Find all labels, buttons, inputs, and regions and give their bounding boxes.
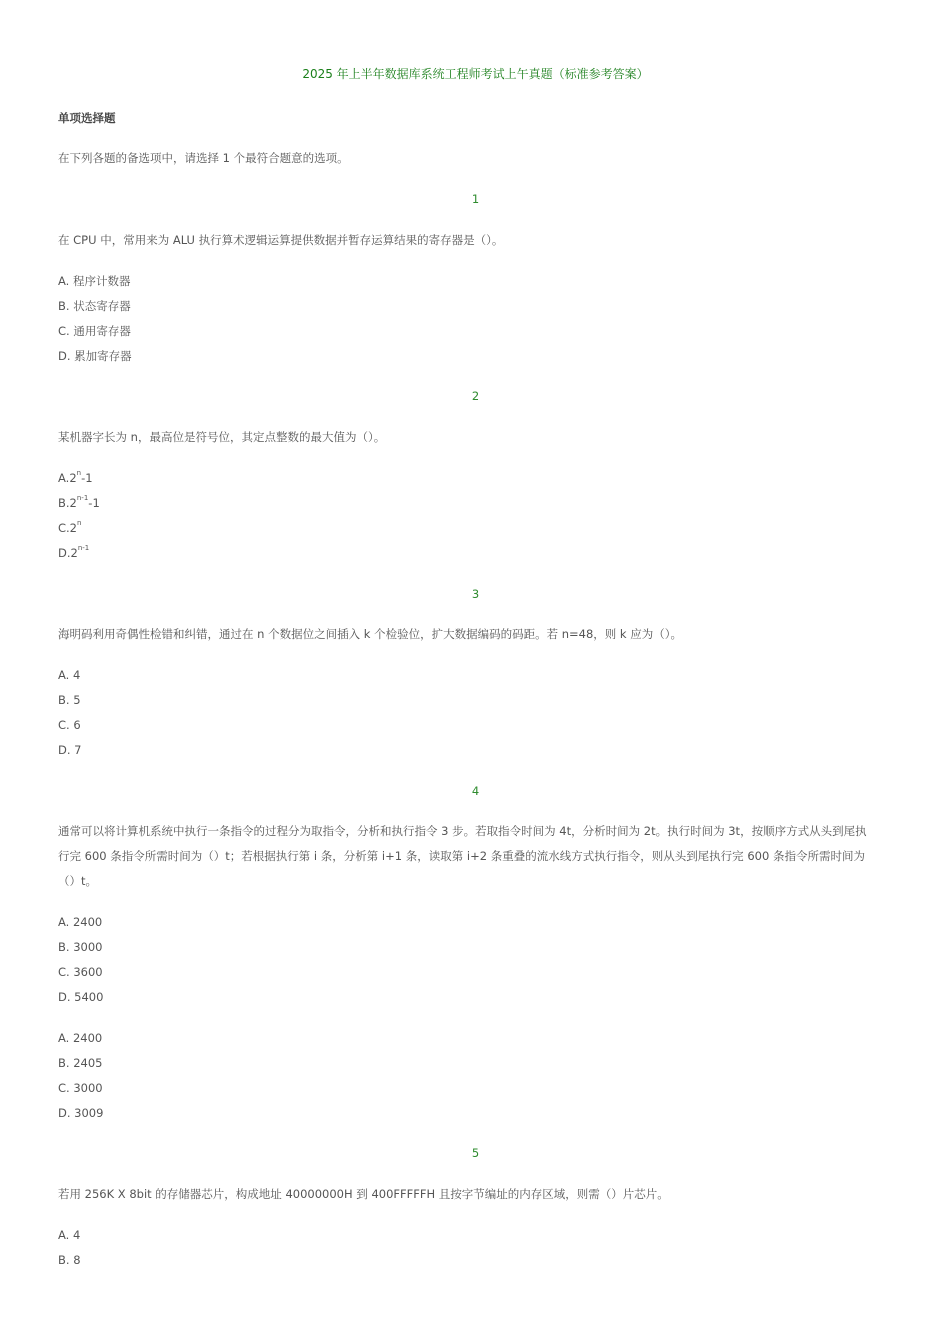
question-number: 5 — [471, 1146, 480, 1160]
question-stem: 某机器字长为 n，最高位是符号位，其定点整数的最大值为（）。 — [58, 430, 386, 444]
option: B. 2405 — [58, 1056, 103, 1070]
question-stem-line: 通常可以将计算机系统中执行一条指令的过程分为取指令，分析和执行指令 3 步。若取指令时间为 4t，分析时间为 2t。执行时间为 3t，按顺序方式从头到尾执 — [58, 824, 867, 838]
option: C. 6 — [58, 718, 81, 732]
option: B.2$^{n-1}$-1 — [58, 494, 100, 510]
section-heading: 单项选择题 — [58, 111, 116, 125]
option: B. 状态寄存器 — [58, 299, 131, 313]
question-stem-line: 行完 600 条指令所需时间为（）t；若根据执行第 i 条，分析第 i+1 条，读取第 i+2 条重叠的流水线方式执行指令，则从头到尾执行完 600 条指令所需时间为 — [58, 849, 865, 863]
option: A. 4 — [58, 1228, 81, 1242]
option: B. 3000 — [58, 940, 103, 954]
option: B. 5 — [58, 693, 81, 707]
option: C. 3000 — [58, 1081, 103, 1095]
option: A. 程序计数器 — [58, 274, 131, 288]
question-stem: 在 CPU 中，常用来为 ALU 执行算术逻辑运算提供数据并暂存运算结果的寄存器是（）。 — [58, 233, 504, 247]
question-number: 2 — [471, 389, 480, 403]
option: A. 2400 — [58, 1031, 103, 1045]
question-stem: 若用 256K X 8bit 的存储器芯片，构成地址 40000000H 到 400FFFFFH 且按字节编址的内存区域，则需（）片芯片。 — [58, 1187, 669, 1201]
option: D.2$^{n-1}$ — [58, 544, 90, 560]
option: A. 4 — [58, 668, 81, 682]
document-title: 2025 年上半年数据库系统工程师考试上午真题（标准参考答案） — [302, 67, 649, 81]
option: A.2$^n$-1 — [58, 469, 93, 485]
option: C. 通用寄存器 — [58, 324, 131, 338]
option: D. 3009 — [58, 1106, 104, 1120]
option: D. 5400 — [58, 990, 104, 1004]
option: A. 2400 — [58, 915, 103, 929]
option: D. 7 — [58, 743, 82, 757]
section-intro: 在下列各题的备选项中，请选择 1 个最符合题意的选项。 — [58, 151, 349, 165]
question-number: 3 — [471, 587, 480, 601]
question-number: 1 — [471, 192, 480, 206]
option: B. 8 — [58, 1253, 81, 1267]
option: C. 3600 — [58, 965, 103, 979]
question-stem-line: （）t。 — [58, 874, 98, 888]
question-number: 4 — [471, 784, 480, 798]
question-stem: 海明码利用奇偶性检错和纠错，通过在 n 个数据位之间插入 k 个检验位，扩大数据编码的码距。若 n=48，则 k 应为（）。 — [58, 627, 682, 641]
option: C.2$^n$ — [58, 519, 82, 535]
option: D. 累加寄存器 — [58, 349, 132, 363]
